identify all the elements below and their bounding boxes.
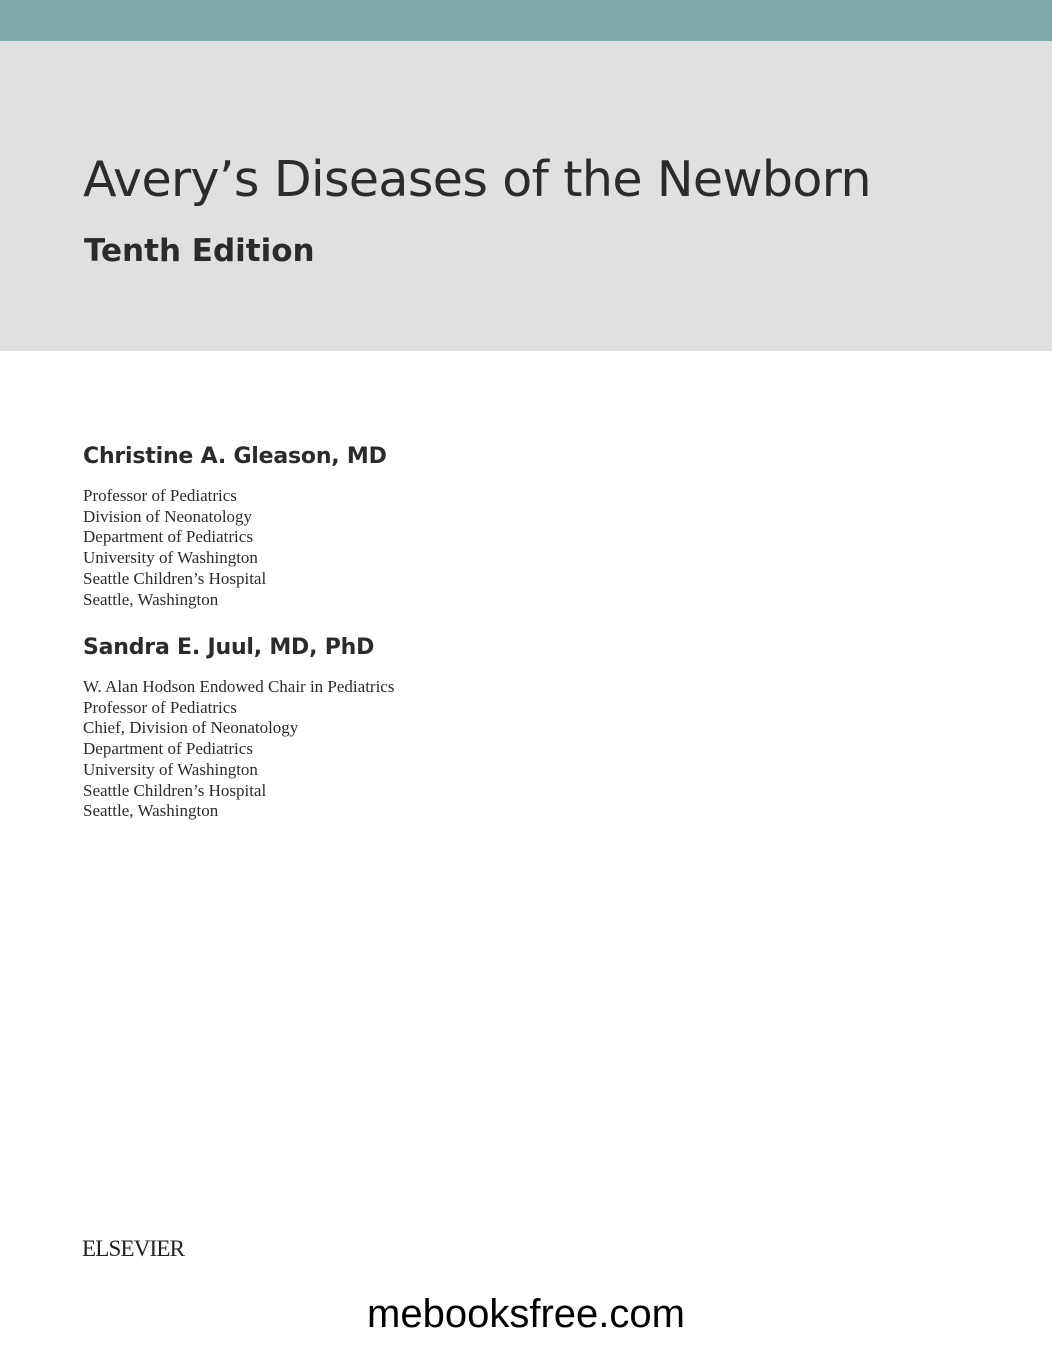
affiliation-line: Division of Neonatology xyxy=(83,506,253,526)
affiliation-line: Seattle Children’s Hospital xyxy=(83,780,267,800)
affiliation-line: Department of Pediatrics xyxy=(83,527,253,547)
book-title: Avery’s Diseases of the Newborn xyxy=(83,151,871,208)
affiliation-line: Seattle Children’s Hospital xyxy=(83,568,267,588)
affiliation-line: Professor of Pediatrics xyxy=(83,486,237,505)
watermark-text: mebooksfree.com xyxy=(367,1292,685,1336)
affiliation-line: University of Washington xyxy=(83,759,258,779)
author-affiliations xyxy=(83,486,266,610)
affiliation-line: W. Alan Hodson Endowed Chair in Pediatrics xyxy=(83,677,395,696)
affiliation-line: Seattle, Washington xyxy=(83,589,219,609)
author-affiliations xyxy=(83,677,394,822)
author-name: Christine A. Gleason, MD xyxy=(83,444,387,469)
top-accent-band xyxy=(0,0,1052,41)
affiliation-line: Chief, Division of Neonatology xyxy=(83,718,299,738)
author-name: Sandra E. Juul, MD, PhD xyxy=(83,635,375,660)
affiliation-line: University of Washington xyxy=(83,548,258,568)
edition-label: Tenth Edition xyxy=(84,233,315,269)
affiliation-line: Professor of Pediatrics xyxy=(83,697,237,717)
affiliation-line: Department of Pediatrics xyxy=(83,739,253,759)
publisher-logo: ELSEVIER xyxy=(82,1236,185,1261)
affiliation-line: Seattle, Washington xyxy=(83,801,219,821)
